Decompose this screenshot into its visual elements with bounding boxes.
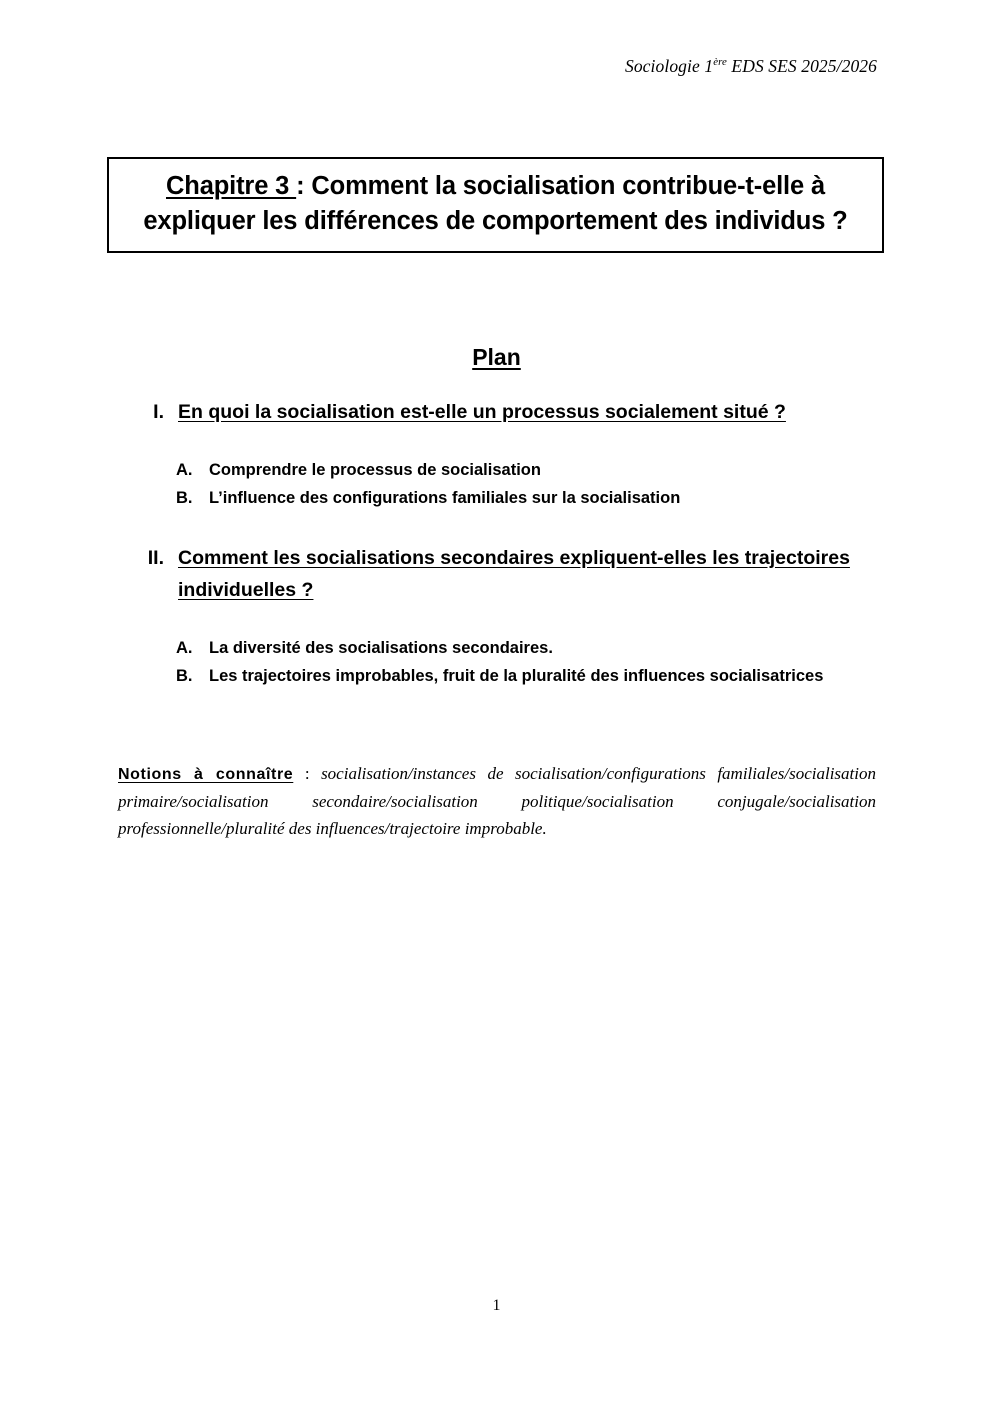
- page-number: 1: [492, 1297, 501, 1314]
- plan-section-2-subsection-a-letter: A.: [176, 639, 193, 657]
- plan-section-gap: [0, 512, 993, 542]
- chapter-title-box: [107, 157, 884, 253]
- plan-section-2-row: [0, 542, 993, 606]
- plan-section-1-subsection-b: [0, 484, 993, 512]
- plan-section-2-subsections: [0, 634, 993, 690]
- plan-section-2-subsection-a-label: La diversité des socialisations secondaires.: [209, 639, 553, 657]
- plan-section-2-subsection-a: [0, 634, 993, 662]
- plan-section-1-subsection-b-label: L’influence des configurations familiales sur la socialisation: [209, 489, 681, 507]
- chapter-title-rest: : Comment la socialisation contribue-t-elle à: [296, 172, 825, 200]
- notions-paragraph: [118, 760, 876, 842]
- plan-section-1-row: [0, 396, 993, 428]
- chapter-title-line-1: [123, 169, 868, 204]
- plan-section-1-number: I.: [153, 401, 164, 423]
- plan-section-1: [0, 396, 993, 512]
- plan-section-1-subsection-a-letter: A.: [176, 461, 193, 479]
- plan-section-2-subsection-b: [0, 662, 993, 690]
- plan-section-2: [0, 542, 993, 690]
- plan-section-1-subsections: [0, 456, 993, 512]
- plan-heading: Plan: [472, 344, 521, 370]
- header-course-suffix: EDS SES 2025/2026: [726, 56, 877, 76]
- plan-outline: [0, 396, 993, 690]
- plan-section-2-subsection-b-label: Les trajectoires improbables, fruit de la pluralité des influences socialisatrices: [209, 667, 824, 685]
- plan-section-2-subsection-b-letter: B.: [176, 667, 193, 685]
- document-header: [110, 56, 877, 77]
- plan-section-2-number: II.: [147, 547, 164, 569]
- notions-label: Notions à connaître: [118, 766, 294, 783]
- plan-section-1-title: En quoi la socialisation est-elle un processus socialement situé ?: [178, 401, 786, 423]
- notions-separator: :: [293, 764, 322, 783]
- plan-section-1-subsection-b-letter: B.: [176, 489, 193, 507]
- plan-section-1-subsection-a: [0, 456, 993, 484]
- plan-section-2-title: Comment les socialisations secondaires expliquent-elles les trajectoires individuelles ?: [178, 547, 850, 601]
- notions-body: socialisation/instances de socialisation/configurations familiales/socialisation primaire/socialisation secondaire/socialisation politique/socialisation conjugale/socialisation professionnelle/pluralité des influences/trajectoire improbable.: [118, 764, 876, 838]
- plan-section-1-subsection-a-label: Comprendre le processus de socialisation: [209, 461, 541, 479]
- header-course-prefix: Sociologie 1: [624, 56, 714, 76]
- chapter-title-line-2: expliquer les différences de comportement des individus ?: [143, 207, 848, 235]
- header-ordinal-suffix: ère: [713, 56, 727, 69]
- chapter-label: Chapitre 3: [166, 172, 297, 200]
